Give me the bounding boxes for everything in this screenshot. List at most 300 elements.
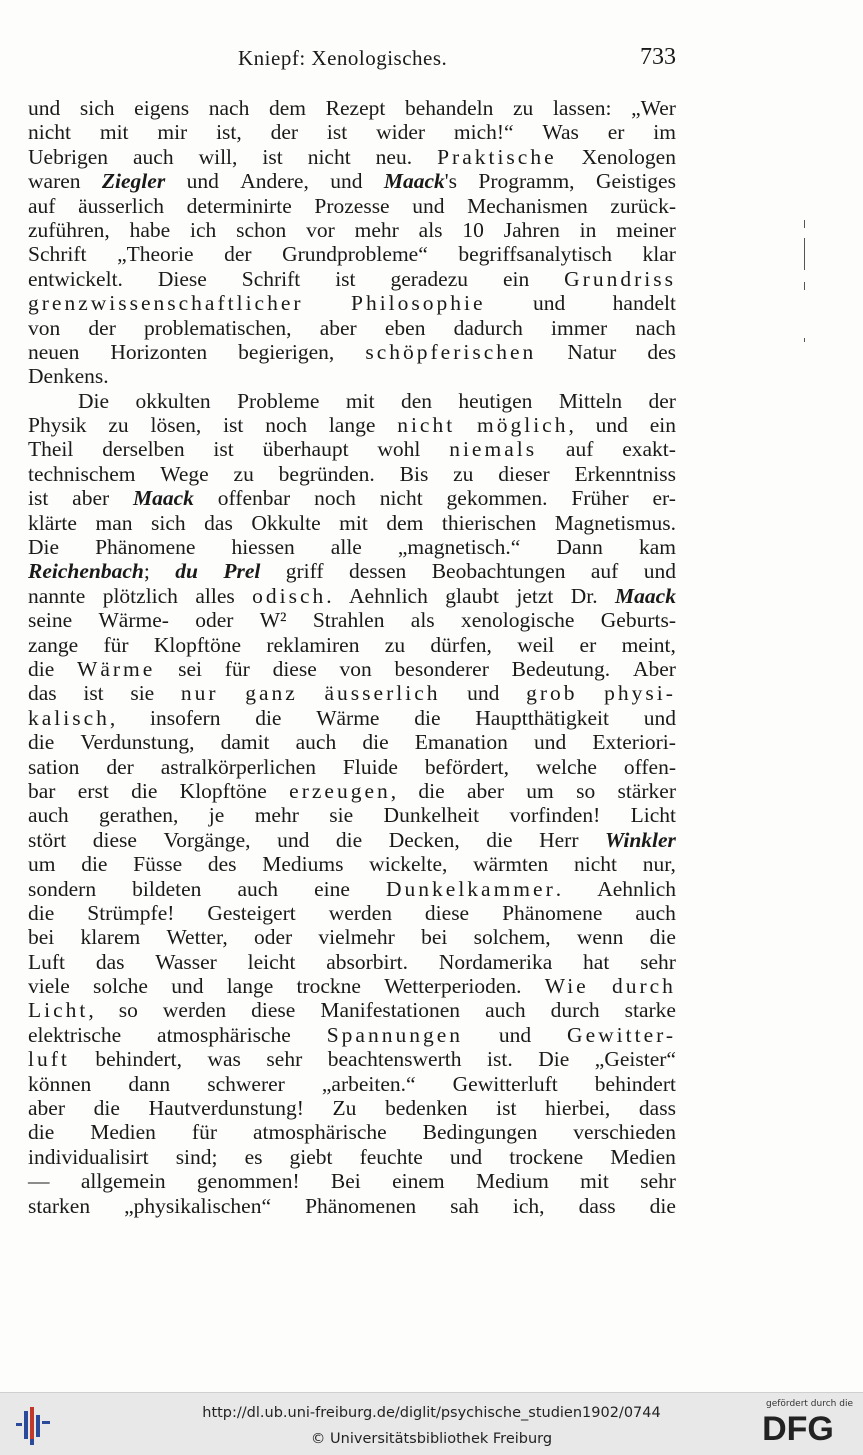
- word: „Geister“: [594, 1047, 676, 1072]
- word: Die: [28, 535, 60, 560]
- word: dessen: [348, 559, 407, 584]
- word: Natur: [567, 339, 617, 364]
- word: Aehnlich: [597, 876, 676, 901]
- word: die: [335, 827, 363, 852]
- word: ein: [502, 266, 530, 291]
- word: und: [467, 681, 500, 706]
- word: offen-: [623, 754, 676, 779]
- word: schon: [236, 217, 287, 242]
- word: Uebrigen: [28, 144, 108, 169]
- word: allgemein: [80, 1169, 166, 1194]
- word: offenbar: [217, 486, 291, 511]
- word: Schrift: [28, 242, 87, 267]
- text-line: [28, 1072, 676, 1096]
- word: Dunkelkammer.: [386, 876, 562, 901]
- word: und: [643, 559, 676, 584]
- word: habe: [129, 217, 171, 242]
- word: Praktische: [437, 144, 557, 169]
- word: noch: [314, 486, 356, 511]
- word: er: [579, 632, 597, 657]
- word: Klopftöne: [179, 778, 267, 803]
- word: die: [414, 705, 441, 730]
- word: behindert,: [95, 1047, 182, 1072]
- word: Andere,: [240, 169, 309, 194]
- text-line: [28, 706, 676, 730]
- word: lange: [226, 974, 274, 999]
- word: und: [533, 730, 567, 755]
- word: Xenologen: [581, 144, 676, 169]
- text-line: [28, 1096, 676, 1120]
- word: Hauptthätigkeit: [475, 705, 609, 730]
- word: Manifestationen: [320, 998, 461, 1023]
- word: werden: [328, 900, 392, 925]
- word: Spannungen: [326, 1022, 463, 1047]
- word: heutigen: [458, 388, 533, 413]
- word: „Theorie: [117, 242, 194, 267]
- text-line: [28, 559, 676, 583]
- word: entwickelt.: [28, 266, 123, 291]
- word: Mediums: [262, 852, 344, 877]
- word: einem: [392, 1169, 445, 1194]
- text-line: [28, 681, 676, 705]
- word: Philosophie: [351, 291, 486, 316]
- word: Strahlen: [312, 608, 385, 633]
- text-line: [28, 633, 676, 657]
- word: Magnetismus.: [554, 510, 676, 535]
- word: die: [28, 730, 55, 755]
- word: auch: [28, 803, 69, 828]
- text-line: [28, 828, 676, 852]
- word: Medien: [90, 1120, 156, 1145]
- word: neu.: [375, 144, 413, 169]
- word: „magnetisch.“: [397, 535, 521, 560]
- word: Verdunstung,: [80, 730, 195, 755]
- word: damit: [220, 730, 270, 755]
- word: die: [486, 827, 513, 852]
- text-line: [28, 462, 676, 486]
- word: genommen!: [196, 1169, 300, 1194]
- word: erst: [77, 778, 109, 803]
- word: sie: [130, 681, 155, 706]
- word: Gewitter-: [567, 1022, 676, 1047]
- word: elektrische: [28, 1022, 122, 1047]
- word: diese: [424, 900, 470, 925]
- word: nach: [635, 315, 676, 340]
- text-line: [28, 974, 676, 998]
- word: Bis: [399, 461, 429, 486]
- word: für: [103, 632, 129, 657]
- word: zu: [233, 461, 254, 486]
- word: der: [88, 315, 116, 340]
- word: physi-: [604, 681, 676, 706]
- word: aber: [72, 486, 110, 511]
- word: Geistiges: [595, 169, 676, 194]
- text-line: [28, 730, 676, 754]
- word: sich: [79, 96, 115, 120]
- word: eine: [314, 876, 350, 901]
- word: so: [118, 998, 138, 1023]
- word: mit: [339, 510, 368, 535]
- word: individualisirt: [28, 1144, 149, 1169]
- word: solche: [93, 974, 148, 999]
- word: bedenken: [385, 1096, 468, 1121]
- word: mit: [99, 120, 129, 145]
- word: und: [498, 1022, 532, 1047]
- word: luft: [28, 1047, 70, 1072]
- word: von: [339, 656, 372, 681]
- word: was: [207, 1047, 241, 1072]
- word: wohl: [377, 437, 421, 462]
- word: giebt: [289, 1144, 333, 1169]
- word: bildeten: [132, 876, 202, 901]
- word: mit: [345, 388, 375, 413]
- word: Wie: [544, 974, 589, 999]
- word: Geburts-: [600, 608, 676, 633]
- word: alles: [195, 583, 235, 608]
- word: vielmehr: [318, 925, 395, 950]
- word: wickelte,: [369, 852, 448, 877]
- word: auf: [565, 437, 594, 462]
- word: durch: [611, 974, 676, 999]
- word: reklamiren: [266, 632, 360, 657]
- word: Wärme: [77, 656, 156, 681]
- word: das: [204, 510, 233, 535]
- word: Beobachtungen: [431, 559, 566, 584]
- text-line: [28, 242, 676, 266]
- word: Bedingungen: [422, 1120, 538, 1145]
- word: odisch.: [252, 583, 332, 608]
- word: exakt-: [622, 437, 676, 462]
- word: die: [28, 1120, 55, 1145]
- word: sondern: [28, 876, 97, 901]
- word: die: [28, 900, 55, 925]
- word: neuen: [28, 339, 80, 364]
- word: wider: [376, 120, 426, 145]
- word: gekommen.: [446, 486, 548, 511]
- word: ich: [190, 217, 217, 242]
- word: äusserlich: [78, 193, 165, 218]
- word: sehr: [640, 1169, 676, 1194]
- text-line: [28, 803, 676, 827]
- word: dass: [578, 1193, 616, 1218]
- word: durch: [550, 998, 600, 1023]
- word: nannte: [28, 583, 86, 608]
- word: Gesteigert: [207, 900, 296, 925]
- word: ist.: [487, 1047, 513, 1072]
- word: zu: [384, 632, 406, 657]
- word: „physikalischen“: [124, 1193, 272, 1218]
- word: besonderer: [394, 656, 489, 681]
- word: waren: [28, 169, 81, 194]
- word: gerathen,: [98, 803, 179, 828]
- word: erzeugen,: [289, 778, 397, 803]
- text-line: [28, 535, 676, 559]
- word: sie: [329, 803, 354, 828]
- word: Jahren: [503, 217, 560, 242]
- word: Medium: [475, 1169, 549, 1194]
- word: und: [171, 974, 204, 999]
- running-title: Kniepf: Xenologisches.: [238, 46, 448, 70]
- word: die: [28, 656, 55, 681]
- word: hiessen: [231, 535, 295, 560]
- text-line: [28, 120, 676, 144]
- word: ist: [223, 413, 244, 438]
- word: klarem: [80, 925, 141, 950]
- word: diese: [272, 656, 317, 681]
- text-line: [28, 608, 676, 632]
- word: ist: [335, 266, 356, 291]
- text-line: [28, 96, 676, 120]
- word: dann: [128, 1071, 171, 1096]
- text-line: [28, 755, 676, 779]
- text-line: [28, 267, 676, 291]
- word: ist: [213, 437, 234, 462]
- word: die: [81, 852, 108, 877]
- word: zurück-: [610, 193, 676, 218]
- word: begierigen,: [238, 339, 335, 364]
- word: problematischen,: [144, 315, 292, 340]
- word: auch: [485, 998, 526, 1023]
- word: das: [95, 949, 125, 974]
- word: Die: [78, 388, 110, 413]
- word: oder: [195, 608, 234, 633]
- word: Zu: [332, 1096, 357, 1121]
- dfg-logo-icon: [743, 1409, 853, 1445]
- word: die: [255, 705, 282, 730]
- word: überhaupt: [262, 437, 349, 462]
- word: „Wer: [631, 96, 676, 120]
- word: ist,: [216, 120, 242, 145]
- word: Was: [542, 120, 579, 145]
- word: um: [526, 778, 554, 803]
- text-line: [28, 1194, 676, 1218]
- dfg-logo-text: DFG: [762, 1410, 834, 1445]
- word: Grundprobleme“: [282, 242, 428, 267]
- word: Emanation: [414, 730, 508, 755]
- word: dadurch: [453, 315, 523, 340]
- word: Maack: [615, 583, 676, 608]
- word: und: [532, 291, 566, 316]
- word: Dr.: [570, 583, 598, 608]
- word: mit: [580, 1169, 609, 1194]
- word: solchem,: [473, 925, 551, 950]
- word: wärmten: [473, 852, 549, 877]
- word: vorfinden!: [509, 803, 601, 828]
- word: ist: [262, 144, 283, 169]
- word: technischem: [28, 461, 136, 486]
- word: aber: [28, 1096, 65, 1121]
- word: trockene: [509, 1144, 584, 1169]
- word: und: [449, 1144, 483, 1169]
- word: sehr: [640, 949, 676, 974]
- word: begründen.: [278, 461, 375, 486]
- word: 10: [462, 217, 484, 242]
- word: du: [175, 559, 198, 584]
- word: insofern: [150, 705, 221, 730]
- document-url-link[interactable]: http://dl.ub.uni-freiburg.de/diglit/psychische_studien1902/0744: [202, 1405, 661, 1421]
- word: kalisch,: [28, 705, 116, 730]
- word: starken: [28, 1193, 91, 1218]
- word: hierbei,: [545, 1096, 611, 1121]
- word: Okkulte: [251, 510, 321, 535]
- word: Fluide: [342, 754, 398, 779]
- text-line: [28, 1023, 676, 1047]
- word: Bedeutung.: [511, 656, 611, 681]
- word: die: [131, 778, 158, 803]
- word: W²: [259, 608, 287, 633]
- word: Bei: [330, 1169, 361, 1194]
- text-line: [28, 779, 676, 803]
- word: Wärme-: [98, 608, 169, 633]
- word: nur,: [642, 852, 676, 877]
- word: bei: [28, 925, 55, 950]
- text-line: [28, 511, 676, 535]
- word: sei: [178, 656, 202, 681]
- word: der: [106, 754, 134, 779]
- word: Horizonten: [110, 339, 208, 364]
- word: nicht: [379, 486, 423, 511]
- word: Die: [538, 1047, 570, 1072]
- word: auf: [590, 559, 619, 584]
- word: möglich,: [477, 413, 574, 438]
- word: zu: [513, 96, 534, 120]
- word: Wetterperioden.: [384, 974, 522, 999]
- word: welche: [535, 754, 597, 779]
- word: aber: [467, 778, 504, 803]
- word: noch: [265, 413, 307, 438]
- word: im: [653, 120, 676, 145]
- word: trockne: [296, 974, 361, 999]
- word: niemals: [449, 437, 538, 462]
- word: sich: [151, 510, 186, 535]
- word: Winkler: [605, 827, 676, 852]
- word: dem: [268, 96, 307, 120]
- word: Mitteln: [558, 388, 623, 413]
- word: auch: [295, 730, 337, 755]
- word: ein: [649, 413, 676, 438]
- word: Hautverdunstung!: [148, 1096, 304, 1121]
- text-line: [28, 340, 676, 364]
- word: klärte: [28, 510, 77, 535]
- word: auch: [635, 900, 676, 925]
- word: in: [579, 217, 597, 242]
- word: die: [362, 730, 389, 755]
- word: zu: [108, 413, 129, 438]
- word: Herr: [539, 827, 579, 852]
- word: mir: [157, 120, 188, 145]
- text-line: [28, 145, 676, 169]
- word: immer: [551, 315, 608, 340]
- text-line: [28, 877, 676, 901]
- word: der: [224, 242, 252, 267]
- word: sah: [450, 1193, 479, 1218]
- word: zange: [28, 632, 79, 657]
- text-line: [28, 852, 676, 876]
- word: meiner: [616, 217, 676, 242]
- word: Decken,: [388, 827, 460, 852]
- text-line: [28, 316, 676, 340]
- word: behandeln: [405, 96, 494, 120]
- word: alle: [330, 535, 362, 560]
- word: Licht,: [28, 998, 94, 1023]
- word: für: [224, 656, 250, 681]
- word: oder: [253, 925, 293, 950]
- word: determinirte: [186, 193, 292, 218]
- word: Dann: [556, 535, 603, 560]
- word: Luft: [28, 949, 66, 974]
- word: geradezu: [390, 266, 469, 291]
- text-line: [28, 291, 676, 315]
- word: schöpferischen: [365, 339, 537, 364]
- word: atmosphärische: [252, 1120, 387, 1145]
- word: mehr: [354, 217, 399, 242]
- word: Wege: [160, 461, 209, 486]
- word: Füsse: [133, 852, 183, 877]
- word: bar: [28, 778, 56, 803]
- word: atmosphärische: [157, 1022, 291, 1047]
- word: nicht: [28, 120, 71, 145]
- copyright-notice: © Universitätsbibliothek Freiburg: [310, 1431, 553, 1447]
- word: Maack's: [383, 169, 458, 194]
- word: Aehnlich: [349, 583, 428, 608]
- page-number: 733: [640, 44, 676, 70]
- word: sehr: [266, 1047, 303, 1072]
- word: Maack: [133, 486, 194, 511]
- word: thierischen: [441, 510, 537, 535]
- word: und: [330, 169, 363, 194]
- word: Klopftöne: [153, 632, 242, 657]
- word: will,: [198, 144, 238, 169]
- margin-marks: [804, 220, 810, 360]
- word: die: [649, 1193, 676, 1218]
- word: seine: [28, 608, 73, 633]
- word: Wasser: [155, 949, 217, 974]
- word: zu: [453, 461, 474, 486]
- word: absorbirt.: [326, 949, 409, 974]
- word: Mechanismen: [467, 193, 588, 218]
- word: stört: [28, 827, 67, 852]
- word: hat: [583, 949, 610, 974]
- word: von: [28, 315, 61, 340]
- word: der: [648, 388, 676, 413]
- word: eben: [384, 315, 426, 340]
- text-line: [28, 901, 676, 925]
- word: Rezept: [325, 96, 386, 120]
- text-line: [28, 389, 676, 413]
- word: begriffsanalytisch: [458, 242, 612, 267]
- text-line: [28, 437, 676, 461]
- word: griff: [285, 559, 324, 584]
- word: Gewitterluft: [452, 1071, 558, 1096]
- word: nicht: [574, 852, 617, 877]
- word: des: [207, 852, 237, 877]
- word: Nordamerika: [438, 949, 553, 974]
- word: mehr: [254, 803, 299, 828]
- word: Erkenntniss: [574, 461, 676, 486]
- text-line: [28, 1047, 676, 1071]
- word: nicht: [307, 144, 351, 169]
- word: leicht: [247, 949, 296, 974]
- word: Prozesse: [314, 193, 390, 218]
- word: verschieden: [573, 1120, 676, 1145]
- word: werden: [162, 998, 227, 1023]
- word: derselben: [102, 437, 185, 462]
- word: die: [93, 1096, 120, 1121]
- word: und: [277, 827, 310, 852]
- word: Vorgänge,: [163, 827, 251, 852]
- word: dass: [638, 1096, 676, 1121]
- word: je: [208, 803, 225, 828]
